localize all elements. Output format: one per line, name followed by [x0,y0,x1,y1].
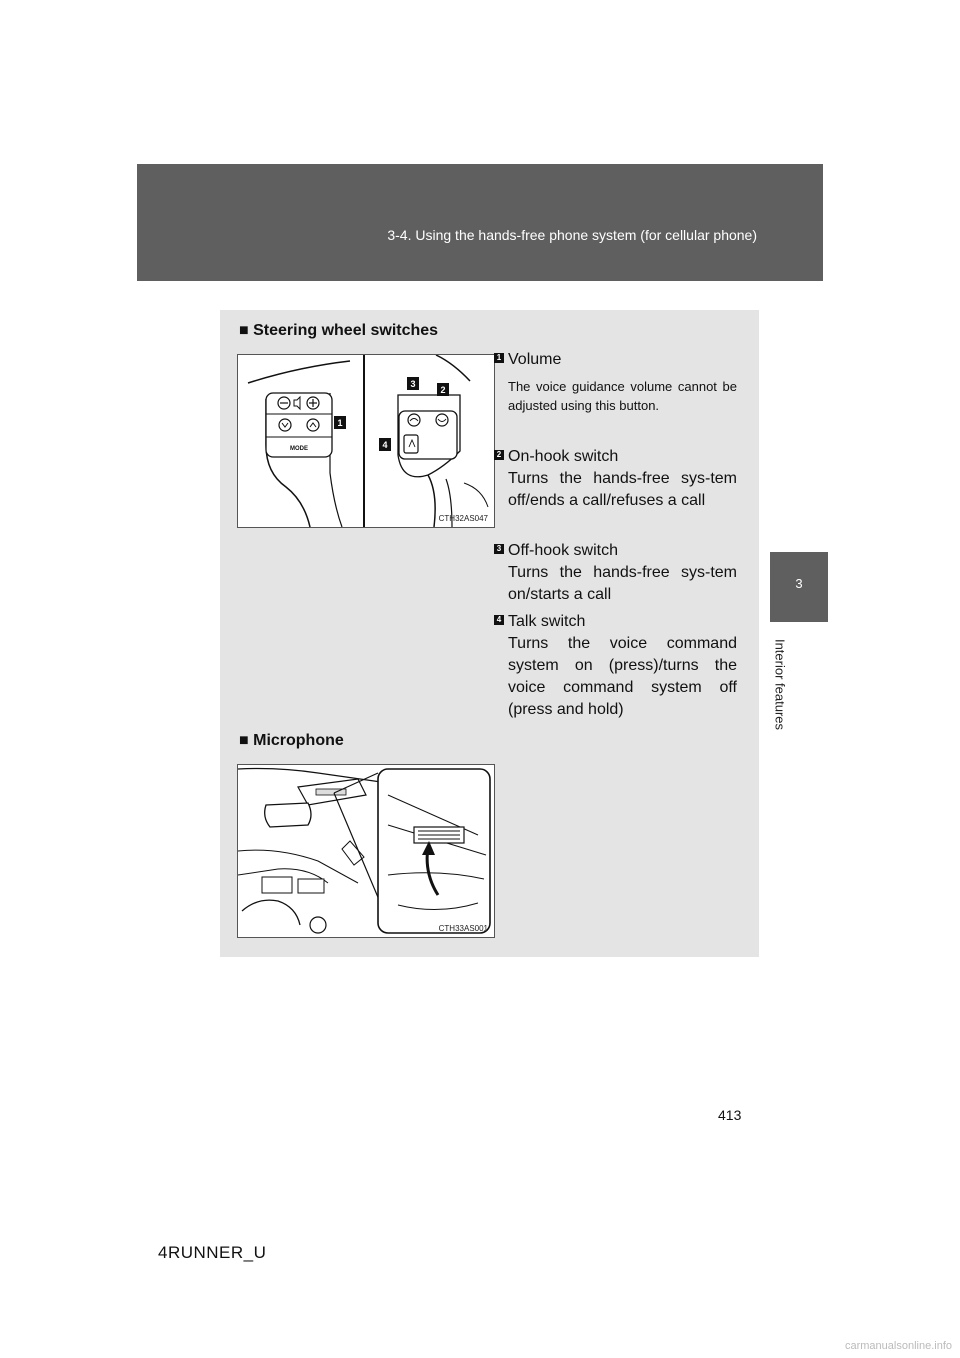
switch-item-off-hook [496,540,737,606]
marker-4: 4 [494,615,504,625]
switch-item-talk [496,611,737,721]
callout-2: 2 [440,385,446,395]
content-panel [220,310,759,957]
model-code: 4RUNNER_U [158,1243,267,1262]
item-desc: Turns the hands-free sys-tem on/starts a call [508,564,737,603]
item-desc: Turns the voice command system on (press)/turns the voice command system off (press and hold) [508,635,737,718]
item-desc: The voice guidance volume cannot be adjusted using this button. [508,379,737,413]
item-title: Off-hook switch [508,542,618,559]
header-title: 3-4. Using the hands-free phone system (for cellular phone) [387,227,757,243]
mode-button-label: MODE [290,446,308,452]
callout-4: 4 [382,440,388,450]
marker-1: 1 [494,353,504,363]
marker-3: 3 [494,544,504,554]
watermark: carmanualsonline.info [844,1340,952,1352]
switch-item-on-hook [496,446,737,512]
marker-2: 2 [494,450,504,460]
item-desc: Turns the hands-free sys-tem off/ends a call/refuses a call [508,470,737,509]
chapter-label [769,633,791,743]
switch-item-volume [496,349,737,415]
microphone-illustration [238,765,494,937]
item-title: Talk switch [508,613,586,630]
callout-3: 3 [410,379,416,389]
steering-figure-code: CTH32AS047 [438,514,488,523]
chapter-number: 3 [795,576,803,591]
item-title: Volume [508,351,562,368]
microphone-figure [237,764,495,938]
callout-1: 1 [337,418,343,428]
page-number: 413 [718,1107,742,1123]
item-title: On-hook switch [508,448,619,465]
steering-switches-figure [237,354,495,528]
chapter-tab [770,552,828,622]
steering-section-title: ■ Steering wheel switches [239,322,439,339]
microphone-figure-code: CTH33AS001 [438,924,488,933]
page-header [137,164,823,281]
chapter-label-text: Interior features [772,638,788,731]
steering-switches-illustration [238,355,494,527]
microphone-section-title: ■ Microphone [239,732,344,749]
